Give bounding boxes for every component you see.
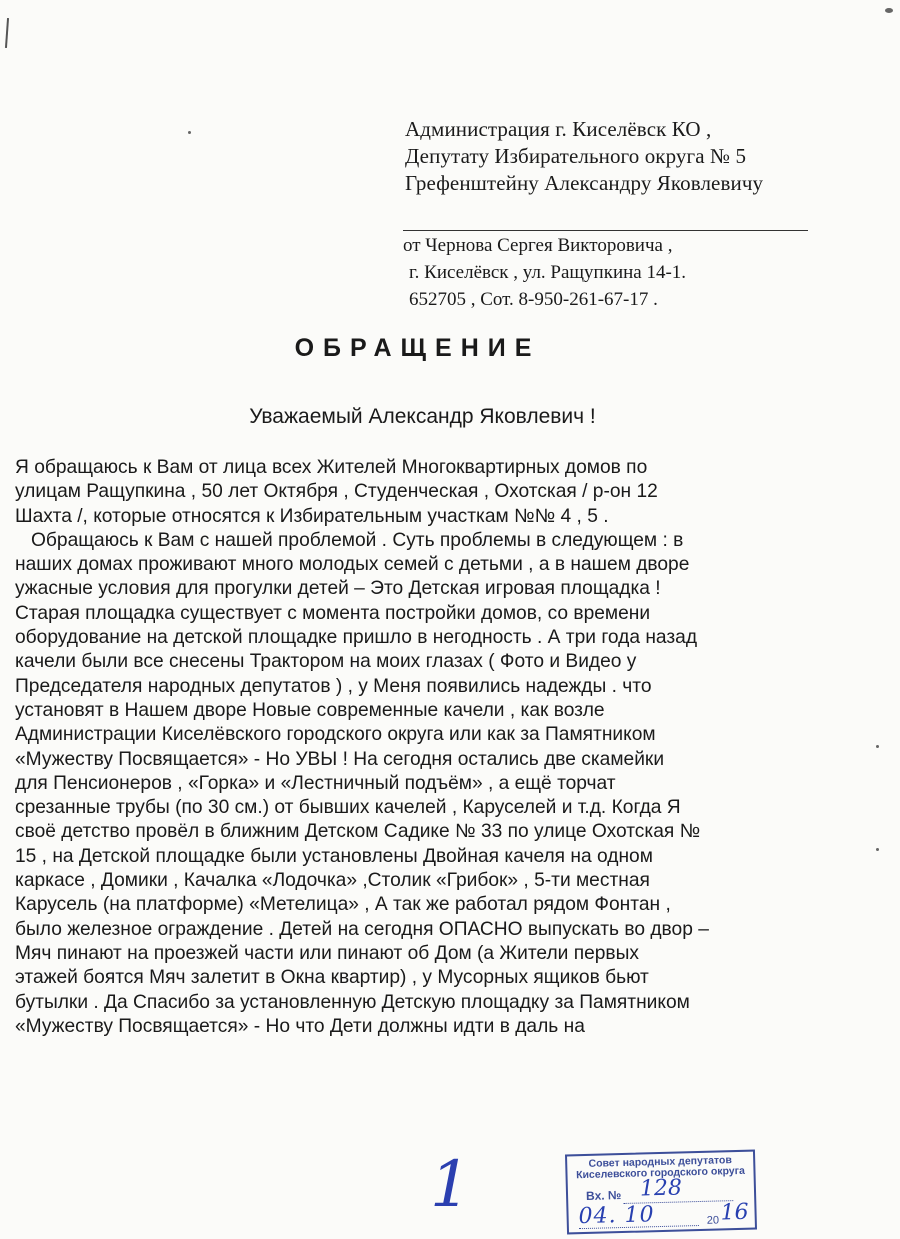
body-line: для Пенсионеров , «Горка» и «Лестничный подъём» , а ещё торчат (15, 772, 616, 794)
body-line: улицам Ращупкина , 50 лет Октября , Студенческая , Охотская / р-он 12 (15, 481, 658, 503)
stamp-date: 04. 10 (578, 1202, 655, 1230)
addressee-block (405, 116, 865, 197)
body-line: оборудование на детской площадке пришло в негодность . А три года назад (15, 627, 698, 649)
scan-speck (885, 8, 893, 13)
sender-line: 652705 , Сот. 8-950-261-67-17 . (409, 289, 658, 310)
scan-speck (188, 131, 191, 134)
body-line: «Мужеству Посвящается» - Но что Дети должны идти в даль на (15, 1015, 585, 1037)
body-line: Шахта /, которые относятся к Избирательным участкам №№ 4 , 5 . (15, 505, 609, 527)
registration-stamp (565, 1150, 757, 1235)
handwritten-page-number: 1 (430, 1148, 471, 1222)
letter-body (15, 456, 895, 1039)
body-line: наших домах проживают много молодых семей с детьми , а в нашем дворе (15, 554, 690, 576)
body-line: каркасе , Домики , Качалка «Лодочка» ,Столик «Грибок» , 5-ти местная (15, 870, 650, 892)
body-line: Карусель (на платформе) «Метелица» , А так же работал рядом Фонтан , (15, 894, 671, 916)
salutation: Уважаемый Александр Яковлевич ! (249, 405, 596, 428)
addressee-line: Грефенштейну Александру Яковлевичу (405, 171, 764, 195)
body-line: Мяч пинают на проезжей части или пинают об Дом (а Жители первых (15, 942, 640, 964)
document-title: ОБРАЩЕНИЕ (294, 334, 541, 362)
sender-line: г. Киселёвск , ул. Ращупкина 14-1. (409, 262, 687, 283)
body-line: было железное ограждение . Детей на сегодня ОПАСНО выпускать во двор – (15, 918, 709, 940)
stamp-organization: Совет народных депутатов Киселевского городского округа (575, 1154, 746, 1182)
body-line: срезанные трубы (по 30 см.) от бывших качелей , Каруселей и т.д. Когда Я (15, 797, 681, 819)
separator-line (403, 230, 808, 231)
body-line: установят в Нашем дворе Новые современные качели , как возле (15, 699, 605, 721)
body-line: качели были все снесены Трактором на моих глазах ( Фото и Видео у (15, 651, 637, 673)
body-line: своё детство провёл в ближним Детском Садике № 33 по улице Охотская № (15, 821, 701, 843)
stamp-incoming-number: 128 (639, 1175, 683, 1202)
body-line: «Мужеству Посвящается» - Но УВЫ ! На сегодня остались две скамейки (15, 748, 665, 770)
body-line: 15 , на Детской площадке были установлены Двойная качеля на одном (15, 845, 653, 867)
stamp-year: 16 (720, 1199, 749, 1226)
addressee-line: Администрация г. Киселёвск КО , (405, 117, 712, 141)
stamp-year-label: 20 (706, 1214, 720, 1227)
body-line: Председателя народных депутатов ) , у Меня появились надежды . что (15, 675, 652, 697)
sender-line: от Чернова Сергея Викторовича , (403, 235, 673, 256)
body-line: Я обращаюсь к Вам от лица всех Жителей Многоквартирных домов по (15, 457, 648, 478)
stamp-incoming-label: Вх. № (585, 1188, 622, 1203)
body-line: бутылки . Да Спасибо за установленную Детскую площадку за Памятником (15, 991, 690, 1013)
sender-block (403, 232, 873, 313)
margin-mark (5, 18, 9, 48)
body-line: Администрации Киселёвского городского округа или как за Памятником (15, 724, 656, 746)
addressee-line: Депутату Избирательного округа № 5 (405, 144, 747, 168)
body-line: ужасные условия для прогулки детей – Это Детская игровая площадка ! (15, 578, 661, 600)
body-line: Старая площадка существует с момента постройки домов, со времени (15, 602, 651, 624)
body-line: Обращаюсь к Вам с нашей проблемой . Суть проблемы в следующем : в (15, 529, 684, 551)
body-line: этажей боятся Мяч залетит в Окна квартир) , у Мусорных ящиков бьют (15, 967, 649, 989)
